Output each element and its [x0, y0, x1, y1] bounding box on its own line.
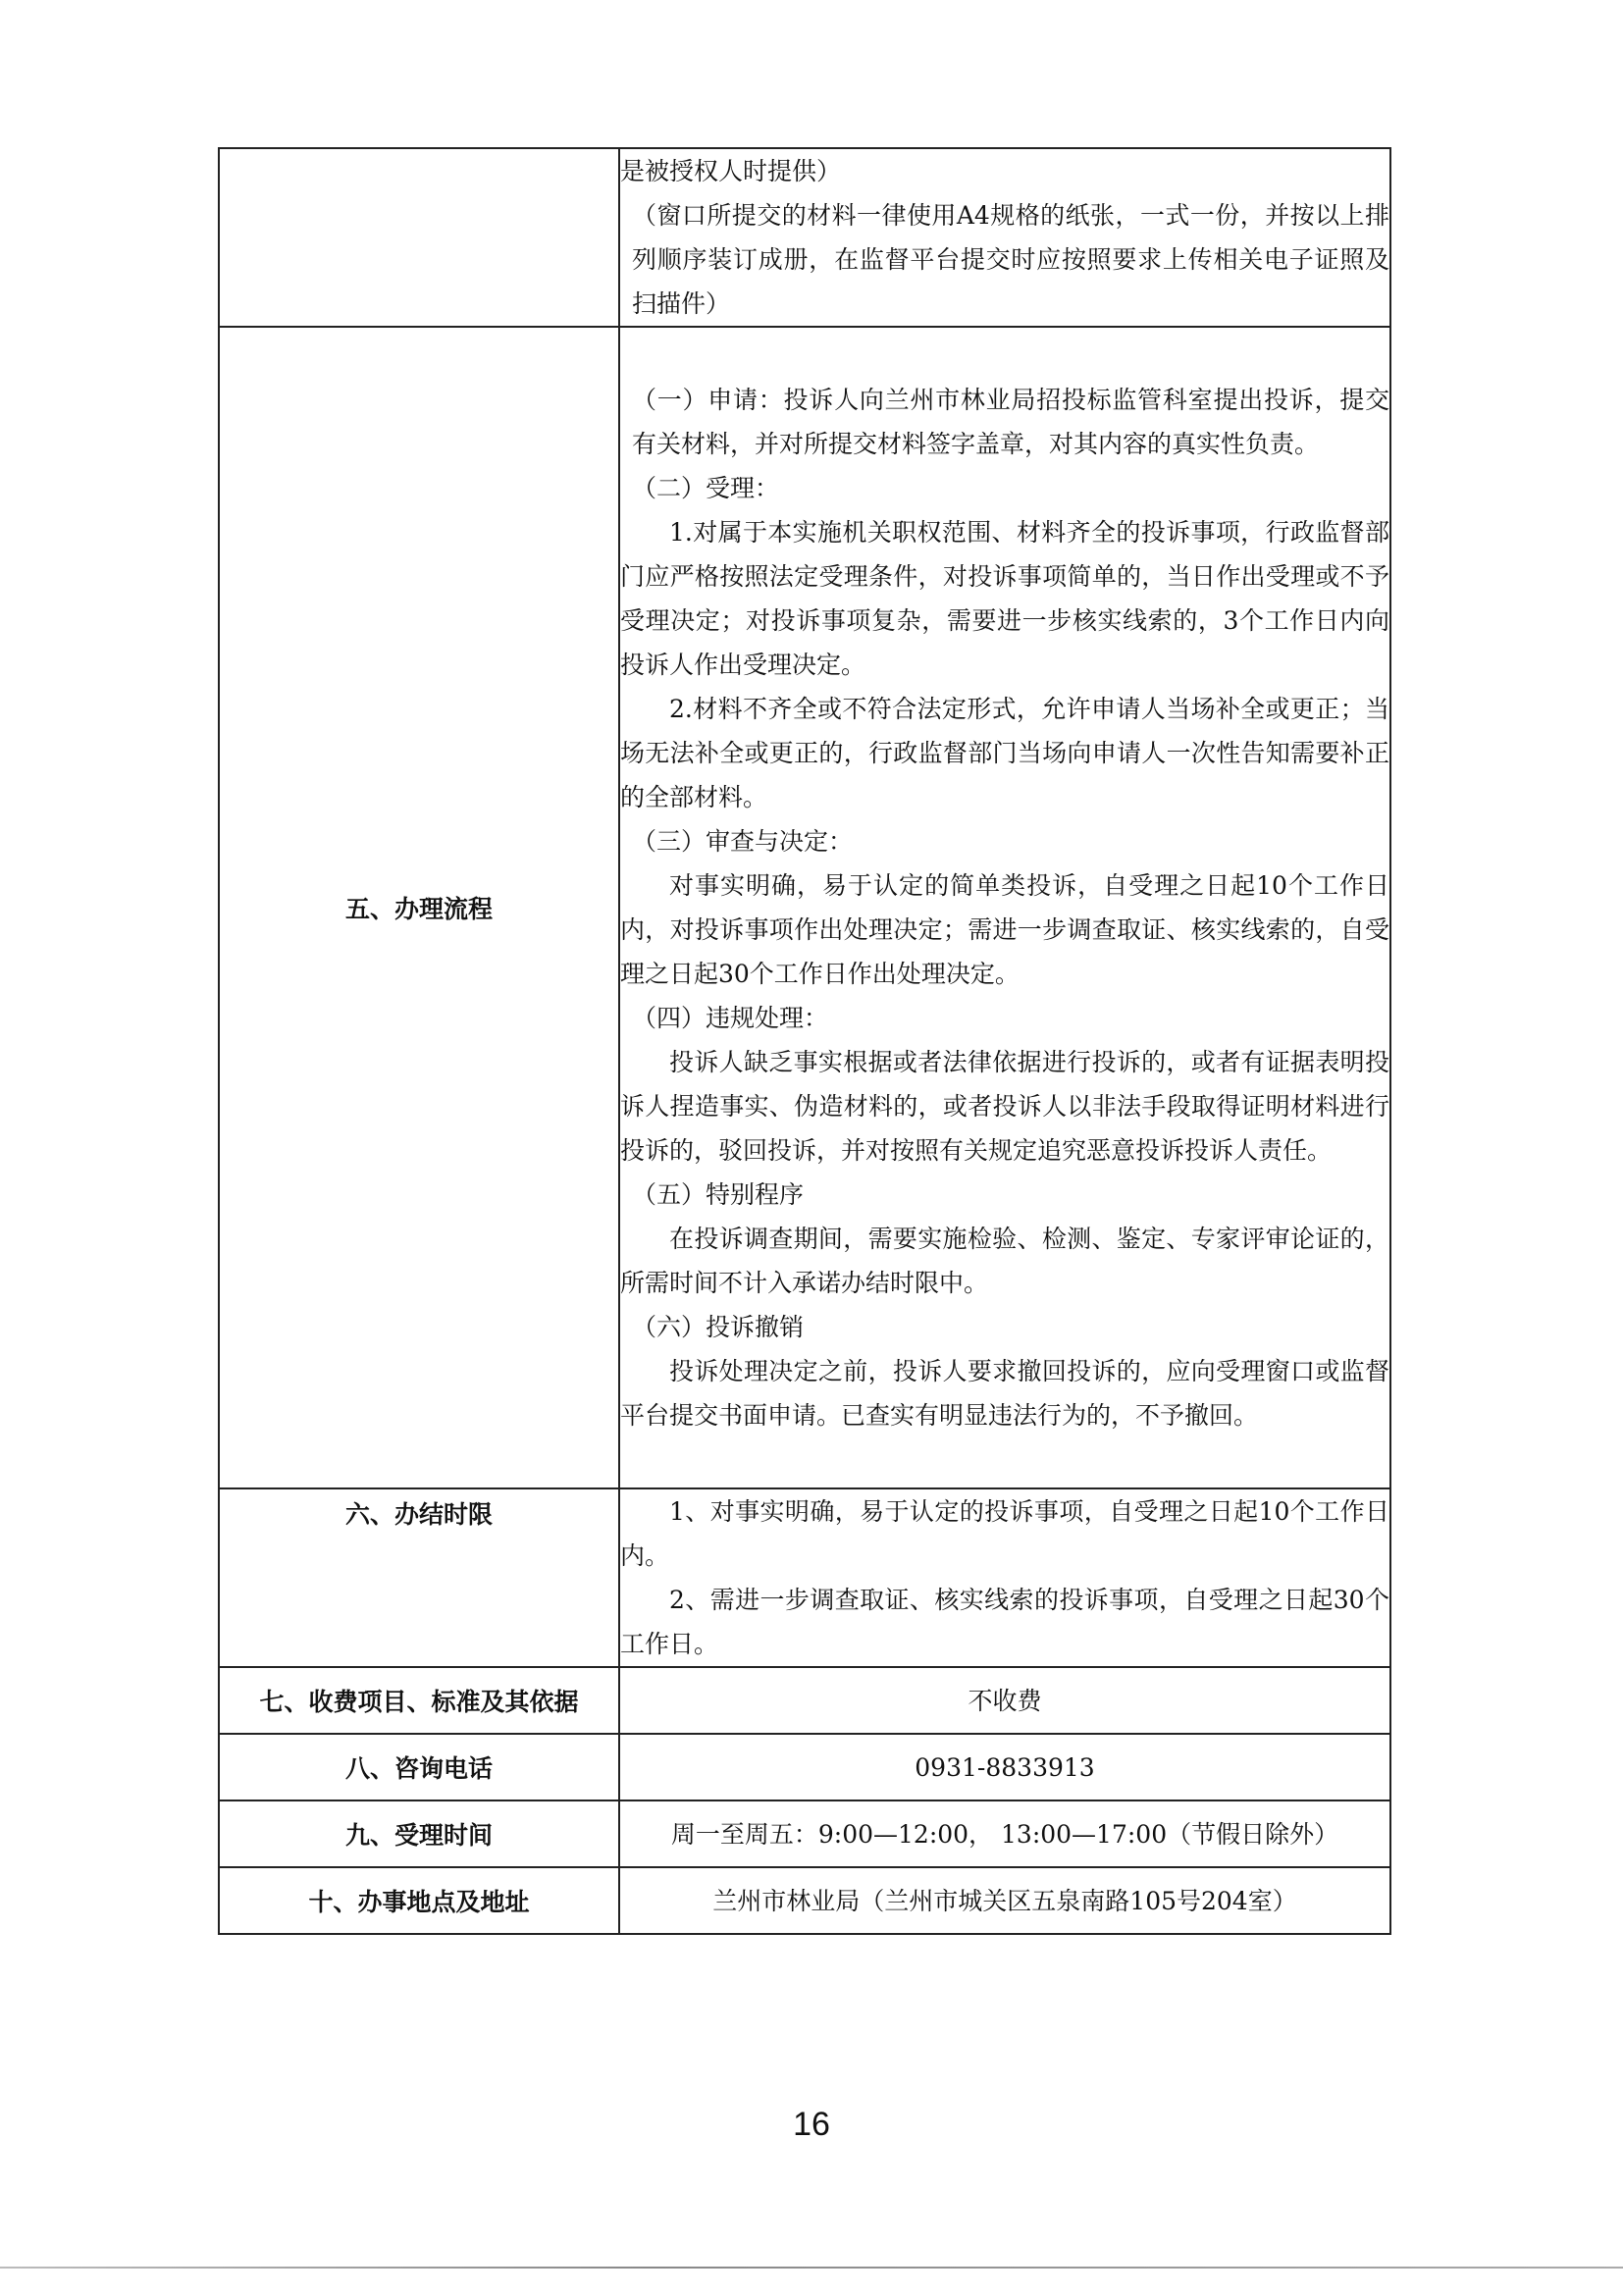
table-row [219, 148, 1390, 327]
phone-label: 八、咨询电话 [219, 1734, 619, 1800]
address-value: 兰州市林业局（兰州市城关区五泉南路105号204室） [619, 1867, 1390, 1934]
table-row [219, 327, 1390, 1488]
table-row [219, 1867, 1390, 1934]
materials-continuation-cell [619, 148, 1390, 327]
time-limit-label: 六、办结时限 [219, 1488, 619, 1667]
address-label: 十、办事地点及地址 [219, 1867, 619, 1934]
process-step-accept-heading: （二）受理： [632, 474, 780, 502]
table-row [219, 1800, 1390, 1867]
time-limit-item-1: 1、对事实明确，易于认定的投诉事项，自受理之日起10个工作日内。 [620, 1497, 1389, 1570]
table-row [219, 1734, 1390, 1800]
phone-value: 0931-8833913 [619, 1734, 1390, 1800]
time-limit-item-2: 2、需进一步调查取证、核实线索的投诉事项，自受理之日起30个工作日。 [620, 1586, 1389, 1658]
process-label: 五、办理流程 [219, 327, 619, 1488]
process-content [619, 327, 1390, 1488]
service-guide-table [218, 147, 1391, 1935]
process-special-text: 在投诉调查期间，需要实施检验、检测、鉴定、专家评审论证的，所需时间不计入承诺办结时限中。 [620, 1225, 1389, 1297]
materials-line: 是被授权人时提供） [620, 157, 842, 185]
process-review-text: 对事实明确，易于认定的简单类投诉，自受理之日起10个工作日内，对投诉事项作出处理决定；需进一步调查取证、核实线索的，自受理之日起30个工作日作出处理决定。 [620, 871, 1389, 988]
fees-value: 不收费 [619, 1667, 1390, 1734]
materials-note: （窗口所提交的材料一律使用A4规格的纸张，一式一份，并按以上排列顺序装订成册，在监督平台提交时应按照要求上传相关电子证照及扫描件） [632, 201, 1389, 318]
process-step-withdraw-heading: （六）投诉撤销 [632, 1313, 805, 1341]
process-withdraw-text: 投诉处理决定之前，投诉人要求撤回投诉的，应向受理窗口或监督平台提交书面申请。已查实有明显违法行为的，不予撤回。 [620, 1357, 1389, 1430]
process-accept-item-2: 2.材料不齐全或不符合法定形式，允许申请人当场补全或更正；当场无法补全或更正的，行政监督部门当场向申请人一次性告知需要补正的全部材料。 [620, 695, 1389, 811]
process-violation-text: 投诉人缺乏事实根据或者法律依据进行投诉的，或者有证据表明投诉人捏造事实、伪造材料的，或者投诉人以非法手段取得证明材料进行投诉的，驳回投诉，并对按照有关规定追究恶意投诉投诉人责任。 [620, 1048, 1389, 1165]
process-step-special-heading: （五）特别程序 [632, 1180, 805, 1209]
time-limit-content [619, 1488, 1390, 1667]
process-step-review-heading: （三）审查与决定： [632, 827, 854, 856]
process-step-apply: （一）申请：投诉人向兰州市林业局招投标监管科室提出投诉，提交有关材料，并对所提交材料签字盖章，对其内容的真实性负责。 [632, 386, 1389, 458]
hours-label: 九、受理时间 [219, 1800, 619, 1867]
page-number: 16 [793, 2106, 830, 2143]
empty-label-cell [219, 148, 619, 327]
hours-value: 周一至周五：9:00—12:00， 13:00—17:00（节假日除外） [619, 1800, 1390, 1867]
table-row [219, 1488, 1390, 1667]
process-accept-item-1: 1.对属于本实施机关职权范围、材料齐全的投诉事项，行政监督部门应严格按照法定受理条件，对投诉事项简单的，当日作出受理或不予受理决定；对投诉事项复杂，需要进一步核实线索的，3个工作日内向投诉人作出受理决定。 [620, 518, 1389, 679]
table-row [219, 1667, 1390, 1734]
fees-label: 七、收费项目、标准及其依据 [219, 1667, 619, 1734]
process-step-violation-heading: （四）违规处理： [632, 1004, 829, 1032]
scan-edge-line [0, 2267, 1623, 2269]
